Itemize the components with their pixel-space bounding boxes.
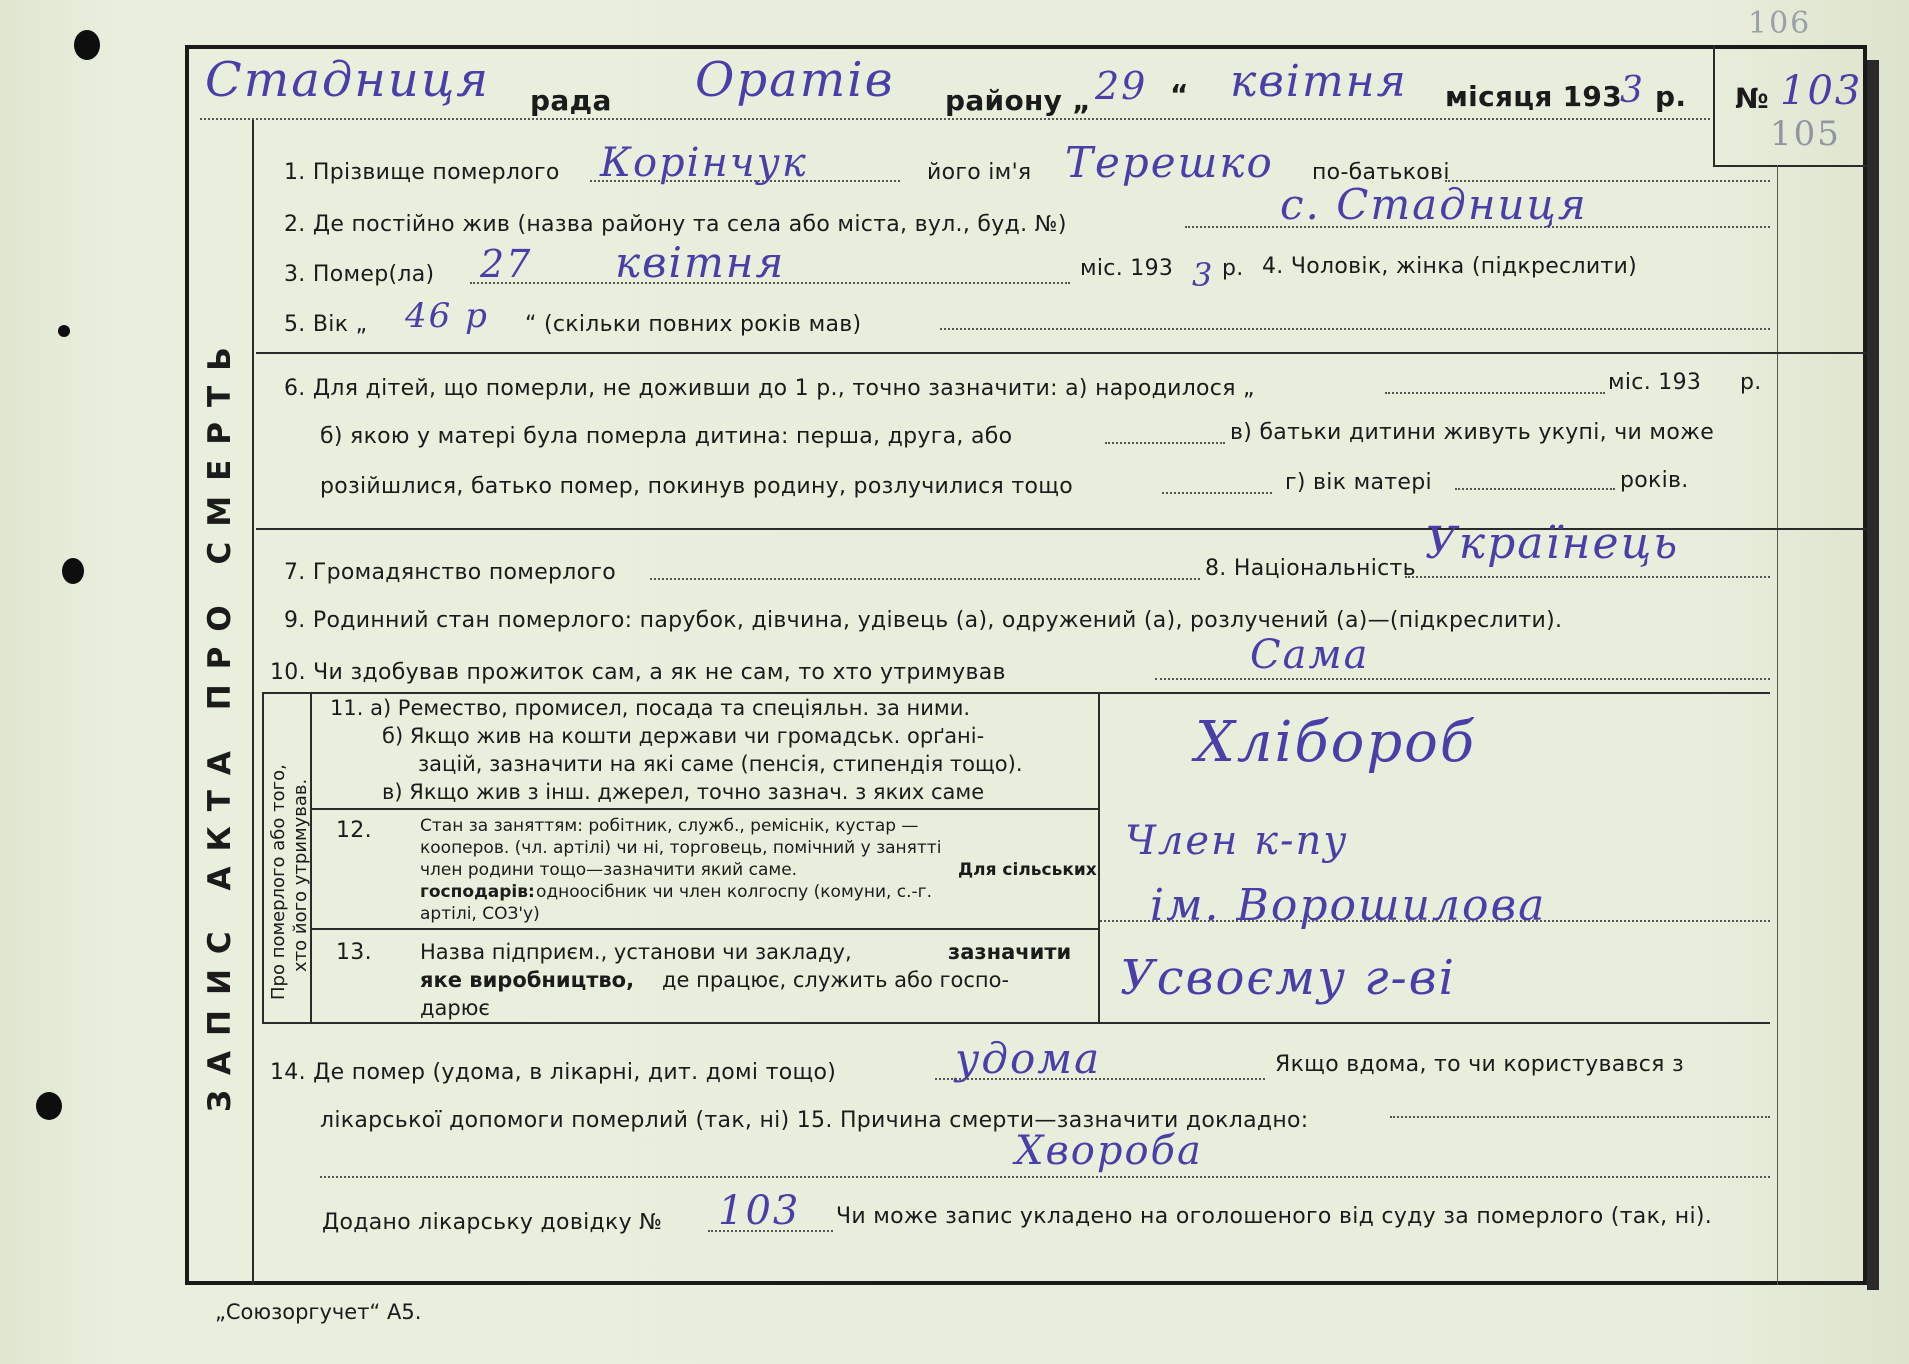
district-handwritten: Оратів: [695, 52, 895, 108]
field-15-dots: [1390, 1116, 1770, 1118]
field-11a: 11. а) Ремество, промисел, посада та спеціяльн. за ними.: [330, 696, 971, 720]
field-3-dots: [470, 282, 1070, 284]
field-10-label: 10. Чи здобував прожиток сам, а як не сам, то хто утримував: [270, 660, 1006, 685]
field-5-label: 5. Вік „: [284, 312, 368, 337]
name-label: його ім'я: [927, 160, 1032, 185]
death-year-suffix: р.: [1222, 256, 1244, 281]
table-left: [262, 692, 264, 1022]
support-handwritten: Сама: [1250, 632, 1370, 678]
death-place-handwritten: удома: [955, 1034, 1102, 1083]
field-12-line2: кооперов. (чл. артілі) чи ні, торговець, помічний у занятті: [420, 838, 942, 858]
court-question: Чи може запис укладено на оголошеного від суду за померлого (так, ні).: [836, 1204, 1713, 1229]
status-handwritten-1: Член к-пу: [1125, 818, 1349, 864]
field-8-dots: [1405, 576, 1770, 578]
certificate-number-handwritten: 103: [718, 1188, 801, 1234]
field-9-label: 9. Родинний стан померлого: парубок, дівчина, удівець (а), одружений (а), розлучений (а)—(підкреслити).: [284, 608, 1563, 633]
field-6-birth-dots: [1385, 392, 1605, 394]
number-label: №: [1735, 82, 1769, 115]
field-5-suffix: “ (скільки повних років мав): [525, 312, 862, 337]
month-handwritten: квітня: [1230, 56, 1408, 107]
day-handwritten: 29: [1095, 64, 1148, 108]
field-6-mother-age-dots: [1455, 488, 1615, 490]
number-handwritten: 103: [1780, 68, 1863, 114]
field-13-line2a: яке виробництво,: [420, 968, 635, 992]
field-12-line5: артілі, СОЗ'у): [420, 904, 540, 924]
field-12-line4b: одноосібник чи член колгоспу (комуни, с.-г.: [536, 882, 933, 902]
field-11b1: б) Якщо жив на кошти держави чи громадськ. орґані-: [382, 724, 985, 748]
binder-hole: [36, 1092, 62, 1120]
field-6-line2b: в) батьки дитини живуть укупі, чи може: [1230, 420, 1715, 445]
field-11c: в) Якщо жив з інш. джерел, точно зазнач. з яких саме: [382, 780, 985, 804]
field-6-line3c: років.: [1620, 468, 1689, 493]
number-box-bottom: [1713, 165, 1867, 167]
field-13-line3: дарює: [420, 996, 490, 1020]
surname-handwritten: Корінчук: [600, 140, 808, 186]
header-underline: [200, 118, 1710, 120]
binder-hole: [62, 558, 84, 584]
field-11b2: зацій, зазначити на які саме (пенсія, стипендія тощо).: [418, 752, 1023, 776]
death-day-handwritten: 27: [480, 242, 533, 286]
corner-pencil-number: 106: [1748, 6, 1812, 41]
death-year-handwritten: 3: [1192, 256, 1215, 294]
side-title: ЗАПИС АКТА ПРО СМЕРТЬ: [202, 332, 238, 1112]
name-handwritten: Терешко: [1065, 138, 1274, 187]
field-14-dots: [935, 1078, 1265, 1080]
field-6-line1-end: міс. 193: [1608, 370, 1702, 395]
field-3-label: 3. Помер(ла): [284, 262, 435, 287]
district-label: району „: [945, 84, 1091, 117]
field-6-line1: 6. Для дітей, що померли, не доживши до 1 р., точно зазначити: а) народилося „: [284, 376, 1255, 401]
year-handwritten: 3: [1620, 70, 1645, 111]
field-10-dots: [1155, 678, 1770, 680]
field-12-line3a: член родини тощо—зазначити який саме.: [420, 860, 798, 880]
quote-mark: “: [1170, 78, 1189, 111]
attached-certificate-label: Додано лікарську довідку №: [322, 1210, 663, 1235]
field-6-order-dots: [1105, 442, 1225, 444]
month-label: місяця 193: [1445, 80, 1622, 113]
field-6-status-dots: [1162, 492, 1272, 494]
cause-dots: [320, 1176, 1770, 1178]
field-7-label: 7. Громадянство померлого: [284, 560, 617, 585]
certificate-dots: [708, 1230, 833, 1232]
field-14-line2: лікарської допомоги померлий (так, ні) 15. Причина смерти—зазначити докладно:: [320, 1108, 1309, 1133]
printer-imprint: „Союзоргучет“ А5.: [215, 1300, 422, 1324]
table-bottom: [262, 1022, 1770, 1024]
field-6-line2a: б) якою у матері була померла дитина: перша, друга, або: [320, 424, 1013, 449]
field-8-label: 8. Національність: [1205, 556, 1416, 581]
council-handwritten: Стадниця: [205, 52, 491, 108]
age-handwritten: 46 р: [405, 296, 489, 336]
binder-hole: [58, 325, 70, 337]
year-suffix: р.: [1655, 80, 1687, 113]
field-12-line1: Стан за заняттям: робітник, служб., реміснік, кустар —: [420, 816, 919, 836]
cause-handwritten: Хвороба: [1015, 1128, 1203, 1174]
field-6-year-suffix: р.: [1740, 370, 1762, 395]
field-14-tail: Якщо вдома, то чи користувався з: [1275, 1052, 1684, 1077]
corner-pencil-number: 105: [1770, 114, 1841, 154]
field-4-label: 4. Чоловік, жінка (підкреслити): [1262, 254, 1638, 279]
field-7-dots: [650, 578, 1200, 580]
nationality-handwritten: Українець: [1425, 518, 1680, 569]
left-column-divider: [252, 120, 254, 1285]
frame-shadow: [1867, 60, 1879, 1290]
occupation-handwritten: Хлібороб: [1195, 710, 1477, 775]
field-2-label: 2. Де постійно жив (назва району та села або міста, вул., буд. №): [284, 212, 1067, 237]
right-guide-line: [1777, 165, 1778, 1285]
table-value-divider: [1098, 692, 1100, 1022]
field-1-label: 1. Прізвище померлого: [284, 160, 560, 185]
table-row-divider: [310, 808, 1098, 810]
section-divider: [256, 352, 1866, 354]
death-month-label: міс. 193: [1080, 256, 1174, 281]
death-month-handwritten: квітня: [615, 238, 786, 287]
council-label: рада: [530, 84, 612, 117]
side-note: Про померлого або того,: [268, 764, 289, 1000]
field-12-line3b: Для сільських: [958, 860, 1097, 880]
field-13-line2b: де працює, служить або госпо-: [662, 968, 1010, 992]
number-box-divider: [1713, 45, 1715, 165]
table-top: [262, 692, 1770, 694]
field-13-line1a: Назва підприєм., установи чи закладу,: [420, 940, 852, 964]
table-row-divider: [310, 928, 1098, 930]
status-handwritten-2: ім. Ворошилова: [1150, 880, 1547, 931]
field-6-line3a: розійшлися, батько помер, покинув родину, розлучилися тощо: [320, 474, 1073, 499]
residence-handwritten: с. Стадниця: [1280, 180, 1588, 229]
side-note: хто його утримував.: [290, 778, 311, 972]
patronymic-label: по-батькові: [1312, 160, 1450, 185]
field-14-label: 14. Де помер (удома, в лікарні, дит. домі тощо): [270, 1060, 837, 1085]
field-13-num: 13.: [336, 940, 372, 965]
field-12-num: 12.: [336, 818, 372, 843]
field-12-line4a: господарів:: [420, 882, 535, 902]
binder-hole: [74, 30, 100, 60]
field-13-line1b: зазначити: [948, 940, 1072, 964]
field-5-dots: [940, 328, 1770, 330]
workplace-handwritten: Усвоєму г-ві: [1120, 950, 1456, 1006]
field-6-line3b: г) вік матері: [1285, 470, 1432, 495]
